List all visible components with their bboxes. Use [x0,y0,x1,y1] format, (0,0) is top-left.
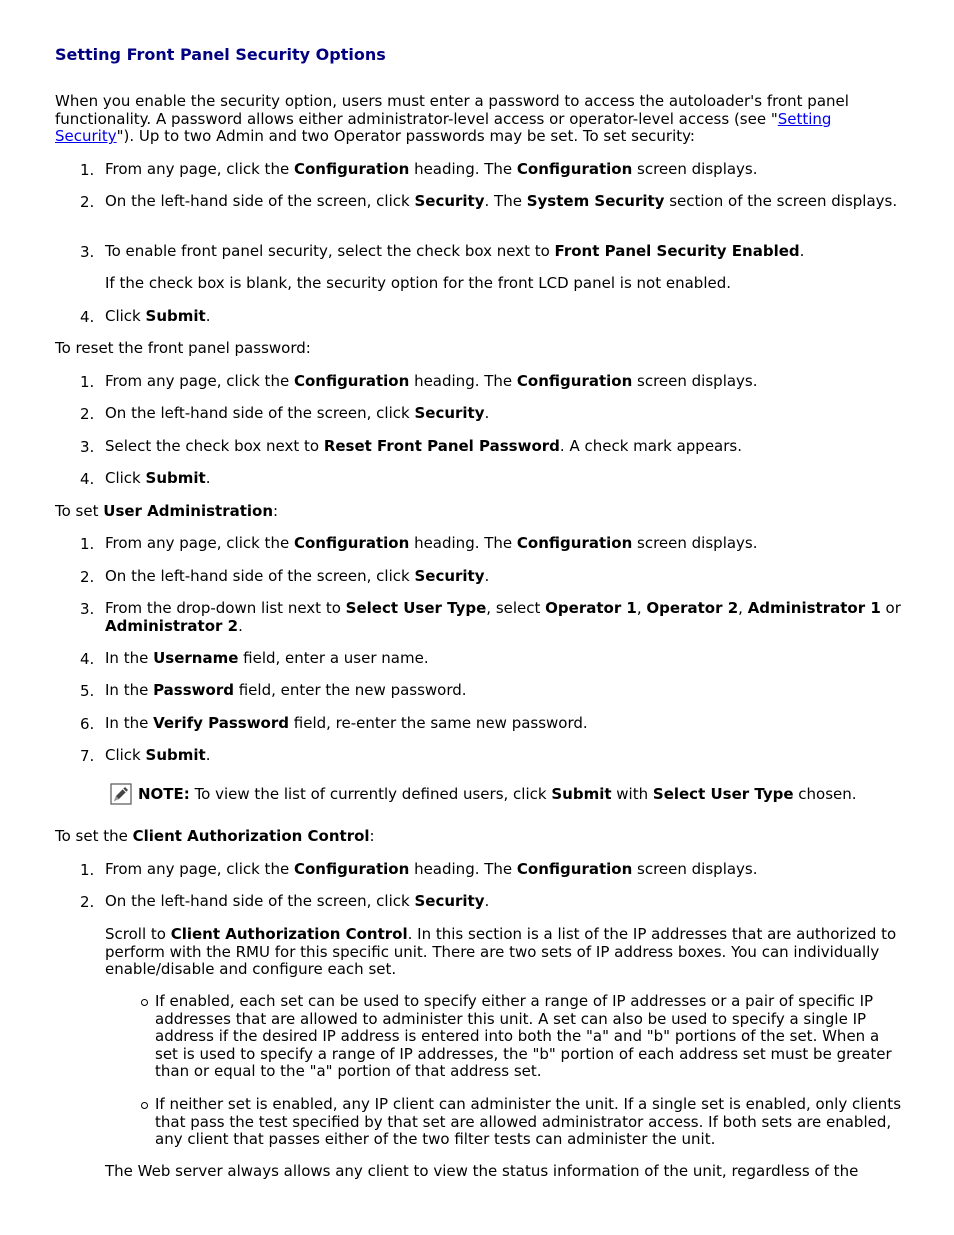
emphasis-text: Submit [145,307,206,325]
list-item: To enable front panel security, select the check box next to Front Panel Security Enabled. [105,242,805,260]
emphasis-text: Select User Type [345,599,487,617]
emphasis-text: Security [414,404,485,422]
intro-text: When you enable the security option, users must enter a password to access the autoloader's front panel functionality. A password allows either administrator-level access or operator-level access (see " [55,92,849,128]
bullet-text: If enabled, each set can be used to specify either a range of IP addresses or a pair of specific IP addresses that are allowed to administer this unit. A set can also be used to specify a single IP address if the desired IP address is entered into both the "a" and "b" portions of the set. When a set is used to specify a range of IP addresses, the "b" portion of each address set must be greater than or equal to the "a" portion of that address set. [155,992,892,1080]
step-number: 2. [80,568,95,586]
emphasis-text: Submit [145,469,206,487]
list-item: On the left-hand side of the screen, click Security. The System Security section of the screen displays. [105,192,898,210]
bullet-item [155,1096,903,1149]
emphasis-text: Configuration [516,534,633,552]
bullet-item [155,993,903,1081]
list-item: Click Submit. [105,746,211,764]
list-item: On the left-hand side of the screen, click Security. [105,567,490,585]
list-item: Click Submit. [105,469,211,487]
emphasis-text: Operator 1 [545,599,637,617]
emphasis-text: Administrator 1 [747,599,881,617]
emphasis-text: Submit [145,746,206,764]
emphasis-text: Configuration [293,372,410,390]
step-number: 4. [80,470,95,488]
list-item: From any page, click the Configuration heading. The Configuration screen displays. [105,372,758,390]
emphasis-text: System Security [526,192,665,210]
step-number: 7. [80,747,95,765]
step-number: 3. [80,243,95,261]
scroll-paragraph: Scroll to Client Authorization Control. In this section is a list of the IP addresses that are authorized to perform with the RMU for this specific unit. There are two sets of IP address boxes. You can individually enable/disable and configure each set. [105,925,897,978]
circle-bullet-icon [141,999,148,1006]
list-item: In the Verify Password field, re-enter the same new password. [105,714,588,732]
setting-security-link[interactable]: Setting Security [55,109,832,145]
step-number: 1. [80,535,95,553]
step-number: 5. [80,682,95,700]
list-item: From any page, click the Configuration heading. The Configuration screen displays. [105,160,758,178]
emphasis-text: Select User Type [652,785,794,803]
emphasis-text: Username [153,649,239,667]
emphasis-text: Security [414,567,485,585]
emphasis-text: Client Authorization Control [170,925,408,943]
emphasis-text: Password [153,681,234,699]
circle-bullet-icon [141,1102,148,1109]
step-number: 2. [80,193,95,211]
client-auth-intro: To set the Client Authorization Control: [55,827,375,845]
page-title: Setting Front Panel Security Options [55,45,386,64]
web-server-paragraph: The Web server always allows any client to view the status information of the unit, regardless of the [105,1162,859,1180]
emphasis-text: Reset Front Panel Password [323,437,560,455]
emphasis-text: Configuration [516,860,633,878]
step-number: 6. [80,715,95,733]
emphasis-text: Configuration [516,372,633,390]
step-number: 1. [80,161,95,179]
note-callout [110,783,903,805]
step-number: 4. [80,308,95,326]
step-number: 2. [80,893,95,911]
step-number: 1. [80,373,95,391]
list-item: From any page, click the Configuration heading. The Configuration screen displays. [105,860,758,878]
list-item: Click Submit. [105,307,211,325]
step-number: 2. [80,405,95,423]
list-item: From the drop-down list next to Select User Type, select Operator 1, Operator 2, Administrator 1 or Administrator 2. [105,599,901,635]
list-item: On the left-hand side of the screen, click Security. [105,404,490,422]
list-item: In the Username field, enter a user name. [105,649,429,667]
reset-intro: To reset the front panel password: [55,339,311,357]
intro-paragraph [55,93,903,146]
list-item: In the Password field, enter the new password. [105,681,467,699]
step-number: 3. [80,600,95,618]
emphasis-text: Configuration [516,160,633,178]
emphasis-text: Configuration [293,160,410,178]
emphasis-text: Configuration [293,534,410,552]
emphasis-text: Client Authorization Control [132,827,370,845]
emphasis-text: NOTE: [138,785,190,803]
emphasis-text: Verify Password [153,714,289,732]
emphasis-text: Operator 2 [646,599,739,617]
note-text: NOTE: To view the list of currently defined users, click Submit with Select User Type chosen. [138,785,857,803]
step-number: 3. [80,438,95,456]
list-item: Select the check box next to Reset Front Panel Password. A check mark appears. [105,437,742,455]
emphasis-text: User Administration [103,502,274,520]
bullet-text: If neither set is enabled, any IP client can administer the unit. If a single set is enabled, only clients that pass the test specified by that set are allowed administrator access. If both sets are enabled, any client that passes either of the two filter tests can administer the unit. [155,1095,902,1148]
emphasis-text: Configuration [293,860,410,878]
emphasis-text: Security [414,892,485,910]
intro-text-end: "). Up to two Admin and two Operator passwords may be set. To set security: [116,127,695,145]
list-item: From any page, click the Configuration heading. The Configuration screen displays. [105,534,758,552]
emphasis-text: Submit [551,785,612,803]
emphasis-text: Front Panel Security Enabled [554,242,800,260]
note-pencil-icon [110,783,132,805]
emphasis-text: Administrator 2 [105,616,239,635]
emphasis-text: Security [414,192,485,210]
user-admin-intro: To set User Administration: [55,502,279,520]
step-number: 1. [80,861,95,879]
step-note: If the check box is blank, the security option for the front LCD panel is not enabled. [105,274,732,292]
step-number: 4. [80,650,95,668]
list-item: On the left-hand side of the screen, click Security. [105,892,490,910]
